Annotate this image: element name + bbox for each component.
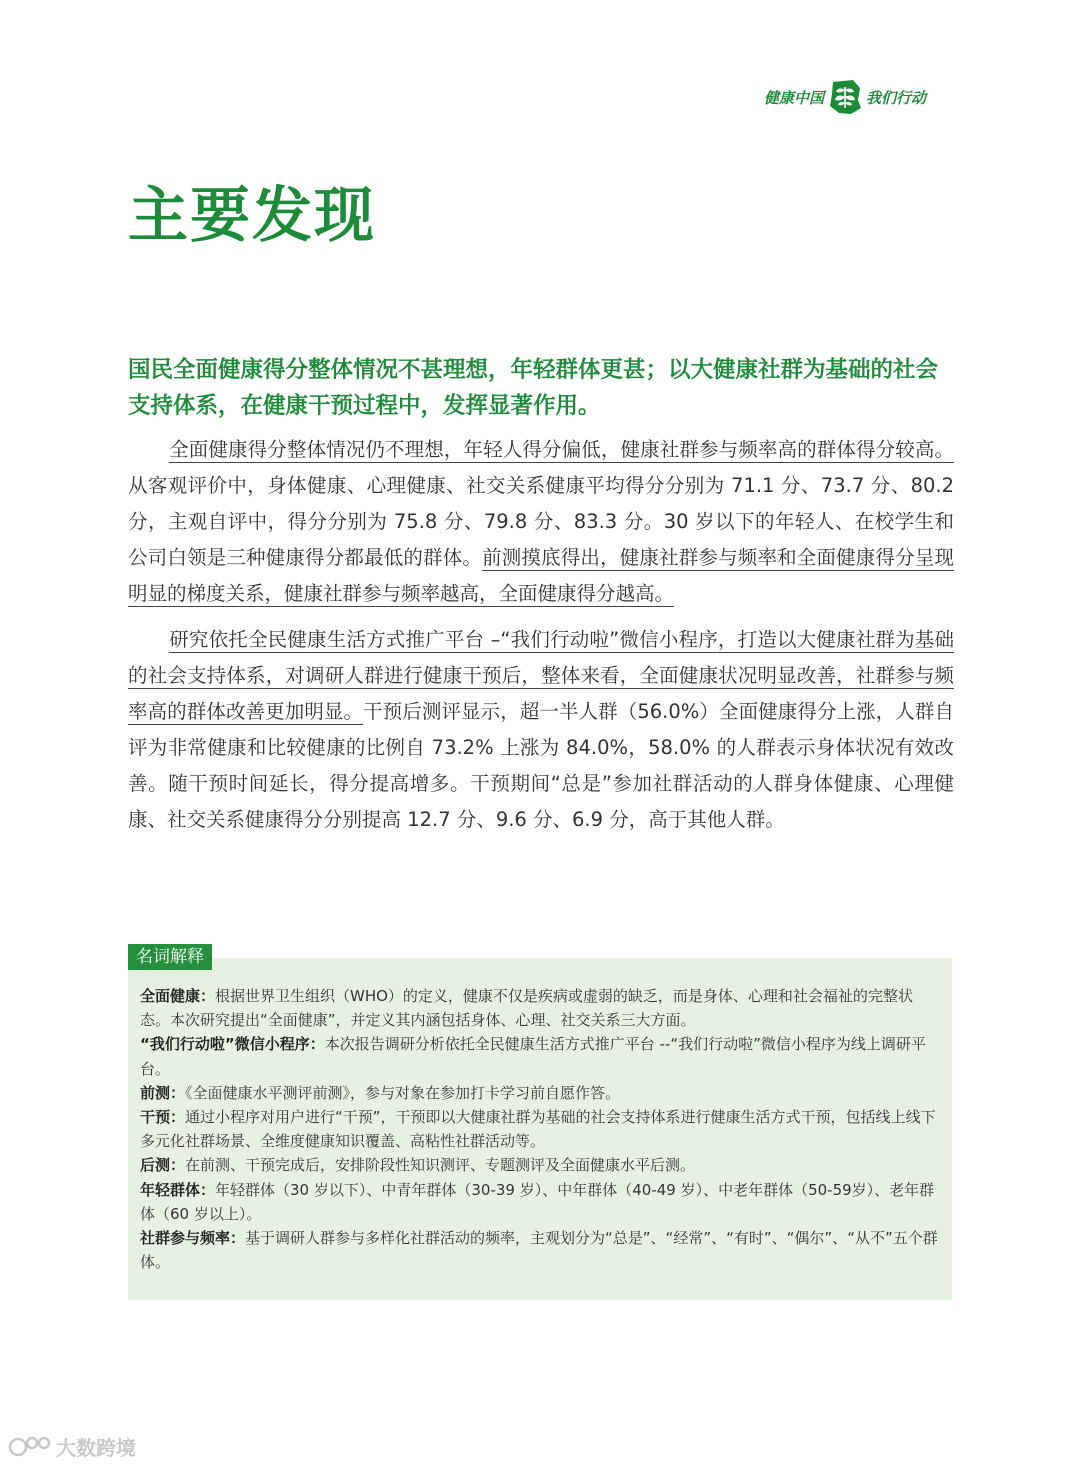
paragraph-1-highlight-1: 全面健康得分整体情况仍不理想，年轻人得分偏低，健康社群参与频率高的群体得分较高。 xyxy=(169,438,954,461)
watermark-text: 大数跨境 xyxy=(56,1436,136,1460)
glossary-definition: 《全面健康水平测评前测》，参与对象在参加打卡学习前自愿作答。 xyxy=(185,1083,621,1102)
key-finding-headline: 国民全面健康得分整体情况不甚理想，年轻群体更甚；以大健康社群为基础的社会支持体系，在健康干预过程中，发挥显著作用。 xyxy=(128,357,939,419)
glossary-definition: 根据世界卫生组织（WHO）的定义，健康不仅是疾病或虚弱的缺乏，而是身体、心理和社会福祉的完整状态。本次研究提出“全面健康”，并定义其内涵包括身体、心理、社交关系三大方面。 xyxy=(140,987,913,1030)
paragraph-2-text: 干预后测评显示，超一半人群（56.0%）全面健康得分上涨，人群自评为非常健康和比较健康的比例自 73.2% 上涨为 84.0%，58.0% 的人群表示身体状况有效改善。随干预时间延长，得分提高增多。干预期间“总是”参加社群活动的人群身体健康、心理健康、社交关系健康得分分别提高 12.7 分、9.6 分、6.9 分，高于其他人群。 xyxy=(128,700,954,831)
glossary-term: 后测： xyxy=(140,1156,186,1175)
glossary-entry xyxy=(140,1081,940,1105)
paragraph-2 xyxy=(128,622,954,838)
paragraph-1-text: 从客观评价中，身体健康、心理健康、社交关系健康平均得分分别为 71.1 分、73.7 分、80.2 分，主观自评中，得分分别为 75.8 分、79.8 分、83.3 分。30 岁以下的年轻人、在校学生和公司白领是三种健康得分都最低的群体。 xyxy=(128,474,954,569)
paragraph-2-highlight-1: 研究依托全民健康生活方式推广平台 –“我们行动啦”微信小程序，打造以大健康社群为基础的社会支持体系，对调研人群进行健康干预后，整体来看，全面健康状况明显改善，社群参与频率高的群体改善更加明显。 xyxy=(128,628,954,723)
glossary-term: 年轻群体： xyxy=(140,1180,216,1199)
glossary-definition: 在前测、干预完成后，安排阶段性知识测评、专题测评及全面健康水平后测。 xyxy=(185,1156,696,1175)
glossary-term: 干预： xyxy=(140,1108,186,1127)
glossary-entry xyxy=(140,1153,940,1177)
glossary-tab: 名词解释 xyxy=(128,944,212,970)
glossary-definition: 通过小程序对用户进行“干预”，干预即以大健康社群为基础的社会支持体系进行健康生活方式干预，包括线上线下多元化社群场景、全维度健康知识覆盖、高粘性社群活动等。 xyxy=(140,1108,936,1151)
glossary-entry xyxy=(140,1178,940,1226)
glossary-term: 全面健康： xyxy=(140,987,216,1005)
glossary-list xyxy=(140,984,940,1274)
glossary-entry xyxy=(140,1032,940,1080)
glossary-entry xyxy=(140,1105,940,1153)
brand-header xyxy=(764,78,956,116)
page-title: 主要发现 xyxy=(128,181,376,251)
watermark xyxy=(8,1432,136,1461)
glossary-term: “我们行动啦”微信小程序： xyxy=(140,1035,325,1054)
brand-left-text: 健康中国 xyxy=(764,88,825,107)
map-leaf-icon xyxy=(827,78,863,116)
paragraph-1 xyxy=(128,432,954,612)
glossary-entry xyxy=(140,1226,940,1274)
glossary-definition: 本次报告调研分析依托全民健康生活方式推广平台 --“我们行动啦”微信小程序为线上调研平台。 xyxy=(140,1035,926,1078)
watermark-logo-icon xyxy=(8,1435,52,1459)
glossary-definition: 年轻群体（30 岁以下）、中青年群体（30-39 岁）、中年群体（40-49 岁）、中老年群体（50-59岁）、老年群体（60 岁以上）。 xyxy=(140,1180,935,1223)
glossary-term: 社群参与频率： xyxy=(140,1229,246,1248)
glossary-definition: 基于调研人群参与多样化社群活动的频率，主观划分为“总是”、“经常”、“有时”、“偶尔”、“从不”五个群体。 xyxy=(140,1229,938,1272)
glossary-entry xyxy=(140,984,940,1032)
glossary-term: 前测： xyxy=(140,1083,186,1102)
paragraph-1-highlight-2: 前测摸底得出，健康社群参与频率和全面健康得分呈现明显的梯度关系，健康社群参与频率越高，全面健康得分越高。 xyxy=(128,546,954,605)
brand-right-text: 我们行动 xyxy=(866,88,927,107)
